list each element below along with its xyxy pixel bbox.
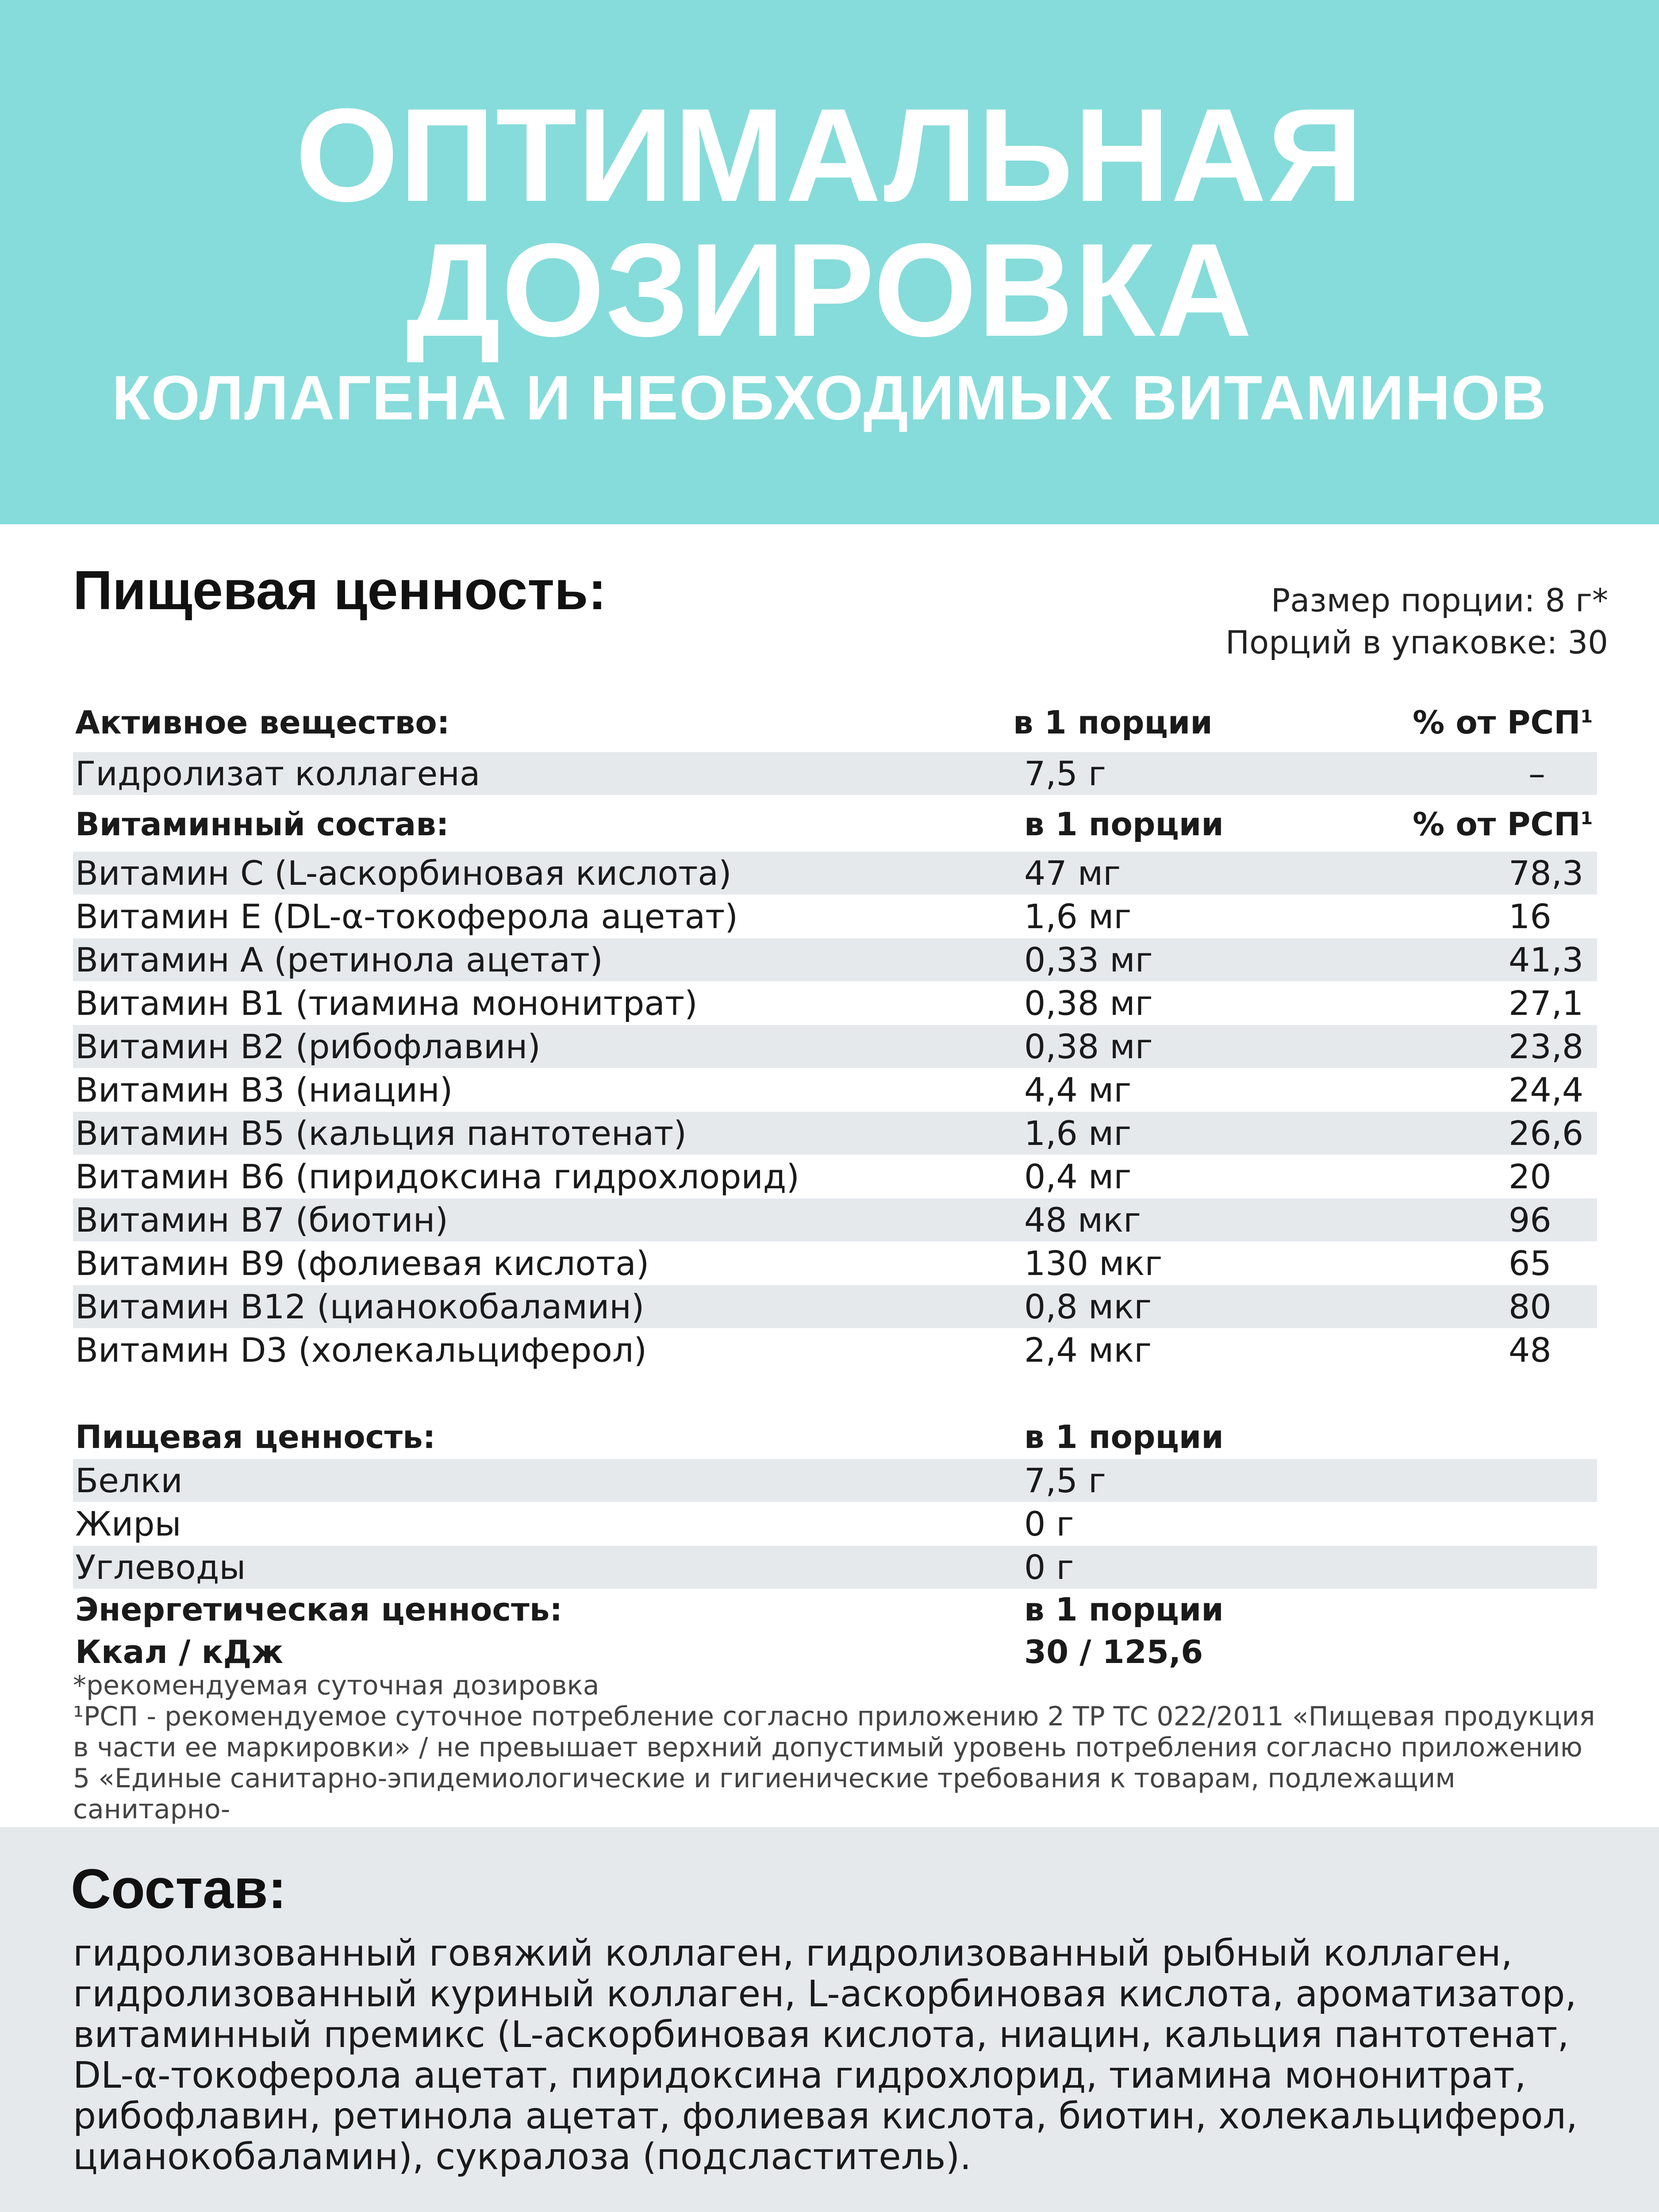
row-pct: – bbox=[1528, 754, 1545, 793]
macros-header-name: Пищевая ценность: bbox=[75, 1418, 436, 1455]
energy-amount: 30 / 125,6 bbox=[1024, 1633, 1203, 1671]
active-header-row bbox=[73, 701, 1597, 744]
row-amount: 1,6 мг bbox=[1024, 1114, 1132, 1153]
vitamins-header-name: Витаминный состав: bbox=[75, 806, 449, 843]
active-header-name: Активное вещество: bbox=[75, 704, 450, 741]
table-row bbox=[73, 982, 1597, 1025]
row-name: Белки bbox=[75, 1461, 183, 1500]
row-pct: 24,4 bbox=[1509, 1070, 1584, 1110]
row-amount: 2,4 мкг bbox=[1024, 1330, 1152, 1370]
row-amount: 0,38 мг bbox=[1024, 983, 1153, 1023]
row-pct: 80 bbox=[1509, 1287, 1551, 1326]
row-amount: 1,6 мг bbox=[1024, 897, 1132, 936]
energy-row bbox=[73, 1631, 1597, 1674]
row-amount: 7,5 г bbox=[1024, 1461, 1106, 1500]
rsp-note-line-1: ¹РСП - рекомендуемое суточное потребление согласно приложению 2 ТР ТС 022/2011 «Пищевая продукция bbox=[73, 1701, 1595, 1732]
row-pct: 96 bbox=[1509, 1200, 1551, 1240]
table-row bbox=[73, 752, 1597, 795]
row-pct: 27,1 bbox=[1509, 983, 1584, 1023]
table-row bbox=[73, 938, 1597, 981]
table-row bbox=[73, 895, 1597, 938]
energy-header-per-serving: в 1 порции bbox=[1024, 1591, 1224, 1628]
row-amount: 0,33 мг bbox=[1024, 940, 1153, 979]
row-name: Витамин B7 (биотин) bbox=[75, 1200, 449, 1240]
row-amount: 130 мкг bbox=[1024, 1244, 1163, 1283]
rsp-footnote-mark: 1 bbox=[1580, 808, 1593, 829]
table-row bbox=[73, 1285, 1597, 1328]
row-name: Витамин B12 (цианокобаламин) bbox=[75, 1287, 645, 1326]
rsp-footnote-mark: 1 bbox=[1580, 707, 1593, 727]
asterisk-note: *рекомендуемая суточная дозировка bbox=[73, 1670, 599, 1701]
table-row bbox=[73, 852, 1597, 895]
row-pct: 48 bbox=[1509, 1330, 1551, 1370]
row-name: Жиры bbox=[75, 1504, 181, 1544]
active-header-rsp bbox=[1413, 701, 1593, 744]
row-amount: 0,8 мкг bbox=[1024, 1287, 1152, 1326]
subtitle: КОЛЛАГЕНА И НЕОБХОДИМЫХ ВИТАМИНОВ bbox=[111, 363, 1548, 433]
energy-header-name: Энергетическая ценность: bbox=[75, 1591, 563, 1628]
row-name: Витамин B5 (кальция пантотенат) bbox=[75, 1114, 687, 1153]
row-name: Витамин B6 (пиридоксина гидрохлорид) bbox=[75, 1157, 800, 1196]
composition-text: гидролизованный говяжий коллаген, гидролизованный рыбный коллаген, гидролизованный куриный коллаген, L-аскорбиновая кислота, ароматизатор, витаминный премикс (L-аскорбиновая кислота, ниацин, кальция пантотенат, DL-α-токоферола ацетат, пиридоксина гидрохлорид, тиамина мононитрат, рибофлавин, ретинола ацетат, фолиевая кислота, биотин, холекальциферол, цианокобаламин), сукралоза (подсластитель). bbox=[73, 1932, 1578, 2178]
row-name: Витамин B9 (фолиевая кислота) bbox=[75, 1244, 649, 1283]
row-pct: 16 bbox=[1509, 897, 1551, 936]
vitamins-header-per-serving: в 1 порции bbox=[1024, 806, 1224, 843]
composition-heading: Состав: bbox=[71, 1858, 287, 1920]
active-header-per-serving: в 1 порции bbox=[1013, 704, 1213, 741]
row-amount: 47 мг bbox=[1024, 853, 1121, 893]
servings-per-pack: Порций в упаковке: 30 bbox=[1225, 624, 1608, 661]
row-name: Витамин B1 (тиамина мононитрат) bbox=[75, 983, 698, 1023]
row-pct: 78,3 bbox=[1509, 853, 1584, 893]
title-line-2: ДОЗИРОВКА bbox=[406, 215, 1253, 364]
row-pct: 20 bbox=[1509, 1157, 1551, 1196]
row-name: Витамин D3 (холекальциферол) bbox=[75, 1330, 647, 1370]
row-amount: 48 мкг bbox=[1024, 1200, 1141, 1240]
row-name: Витамин B3 (ниацин) bbox=[75, 1070, 453, 1110]
row-name: Витамин C (L-аскорбиновая кислота) bbox=[75, 853, 732, 893]
row-amount: 0,38 мг bbox=[1024, 1027, 1153, 1066]
energy-name: Ккал / кДж bbox=[75, 1633, 284, 1671]
row-name: Углеводы bbox=[75, 1548, 246, 1587]
row-name: Витамин A (ретинола ацетат) bbox=[75, 940, 603, 979]
row-pct: 65 bbox=[1509, 1244, 1551, 1283]
row-pct: 26,6 bbox=[1509, 1114, 1584, 1153]
row-amount: 0,4 мг bbox=[1024, 1157, 1132, 1196]
row-name: Гидролизат коллагена bbox=[75, 754, 480, 793]
composition-section bbox=[0, 1827, 1659, 2212]
table-row bbox=[73, 1502, 1597, 1545]
row-pct: 23,8 bbox=[1509, 1027, 1584, 1066]
row-name: Витамин E (DL-α-токоферола ацетат) bbox=[75, 897, 738, 936]
macros-header-per-serving: в 1 порции bbox=[1024, 1418, 1224, 1455]
macros-header-row bbox=[73, 1416, 1597, 1459]
serving-size: Размер порции: 8 г* bbox=[1271, 582, 1608, 619]
row-amount: 7,5 г bbox=[1024, 754, 1106, 793]
table-row bbox=[73, 1242, 1597, 1285]
energy-header-row bbox=[73, 1588, 1597, 1631]
table-row bbox=[73, 1068, 1597, 1111]
rsp-label: % от РСП bbox=[1413, 704, 1581, 741]
table-row bbox=[73, 1329, 1597, 1371]
row-pct: 41,3 bbox=[1509, 940, 1584, 979]
serving-info bbox=[1225, 580, 1608, 664]
table-row bbox=[73, 1546, 1597, 1589]
row-amount: 4,4 мг bbox=[1024, 1070, 1132, 1110]
vitamins-header-rsp bbox=[1413, 803, 1593, 846]
table-row bbox=[73, 1155, 1597, 1198]
row-amount: 0 г bbox=[1024, 1548, 1074, 1587]
rsp-note-line-2: в части ее маркировки» / не превышает верхний допустимый уровень потребления согласно приложению bbox=[73, 1732, 1583, 1763]
table-row bbox=[73, 1025, 1597, 1068]
vitamins-header-row bbox=[73, 803, 1597, 846]
table-row bbox=[73, 1112, 1597, 1155]
title-line-1: ОПТИМАЛЬНАЯ bbox=[295, 81, 1364, 229]
table-row bbox=[73, 1459, 1597, 1502]
rsp-label: % от РСП bbox=[1413, 806, 1581, 843]
table-row bbox=[73, 1198, 1597, 1241]
nutrition-heading: Пищевая ценность: bbox=[73, 560, 607, 621]
row-amount: 0 г bbox=[1024, 1504, 1074, 1544]
row-name: Витамин B2 (рибофлавин) bbox=[75, 1027, 541, 1066]
rsp-note-line-3: 5 «Единые санитарно-эпидемиологические и гигиенические требования к товарам, подлежащим санитарно- bbox=[73, 1763, 1455, 1825]
header-banner bbox=[0, 0, 1659, 524]
